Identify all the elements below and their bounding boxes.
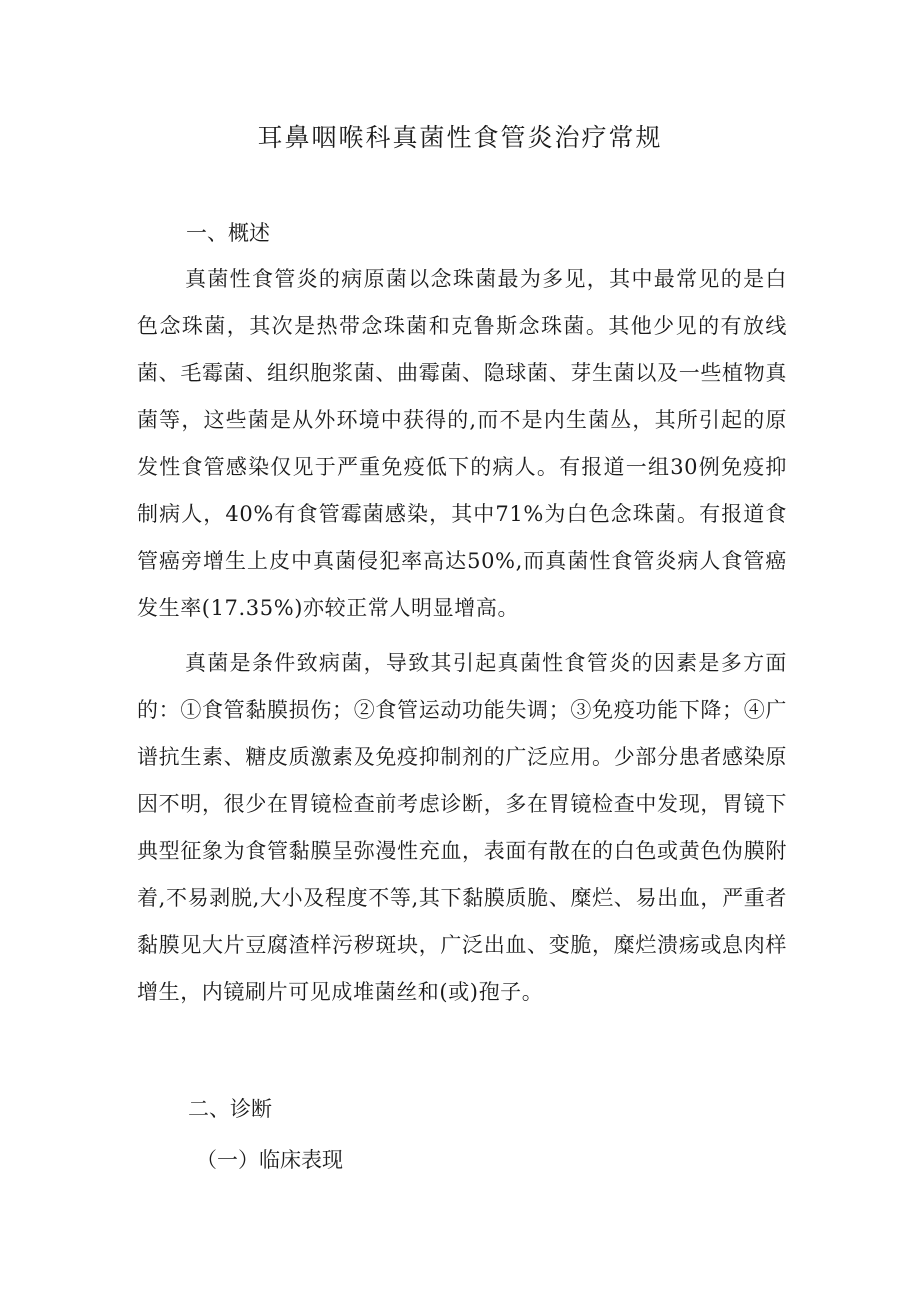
paragraph-pathogen: 真菌性食管炎的病原菌以念珠菌最为多见，其中最常见的是白色念珠菌，其次是热带念珠菌和克鲁斯念珠菌。其他少见的有放线菌、毛霉菌、组织胞浆菌、曲霉菌、隐球菌、芽生菌以及一些植物真菌等，这些菌是从外环境中获得的,而不是内生菌丛，其所引起的原发性食管感染仅见于严重免疫低下的病人。有报道一组30例免疫抑制病人，40%有食管霉菌感染，其中71%为白色念珠菌。有报道食管癌旁增生上皮中真菌侵犯率高达50%,而真菌性食管炎病人食管癌发生率(17.35%)亦较正常人明显增高。 bbox=[137, 267, 787, 620]
document-title: 耳鼻咽喉科真菌性食管炎治疗常规 bbox=[257, 123, 663, 152]
subsection-heading-clinical: （一）临床表现 bbox=[196, 1148, 343, 1172]
paragraph-risk-factors: 真菌是条件致病菌，导致其引起真菌性食管炎的因素是多方面的：①食管黏膜损伤；②食管运动功能失调；③免疫功能下降；④广谱抗生素、糖皮质激素及免疫抑制剂的广泛应用。少部分患者感染原因不明，很少在胃镜检查前考虑诊断，多在胃镜检查中发现，胃镜下典型征象为食管黏膜呈弥漫性充血，表面有散在的白色或黄色伪膜附着,不易剥脱,大小及程度不等,其下黏膜质脆、糜烂、易出血，严重者黏膜见大片豆腐渣样污秽斑块，广泛出血、变脆，糜烂溃疡或息肉样增生，内镜刷片可见成堆菌丝和(或)孢子。 bbox=[137, 651, 787, 1004]
section-heading-diagnosis: 二、诊断 bbox=[188, 1097, 272, 1121]
section-heading-overview: 一、概述 bbox=[186, 221, 270, 245]
